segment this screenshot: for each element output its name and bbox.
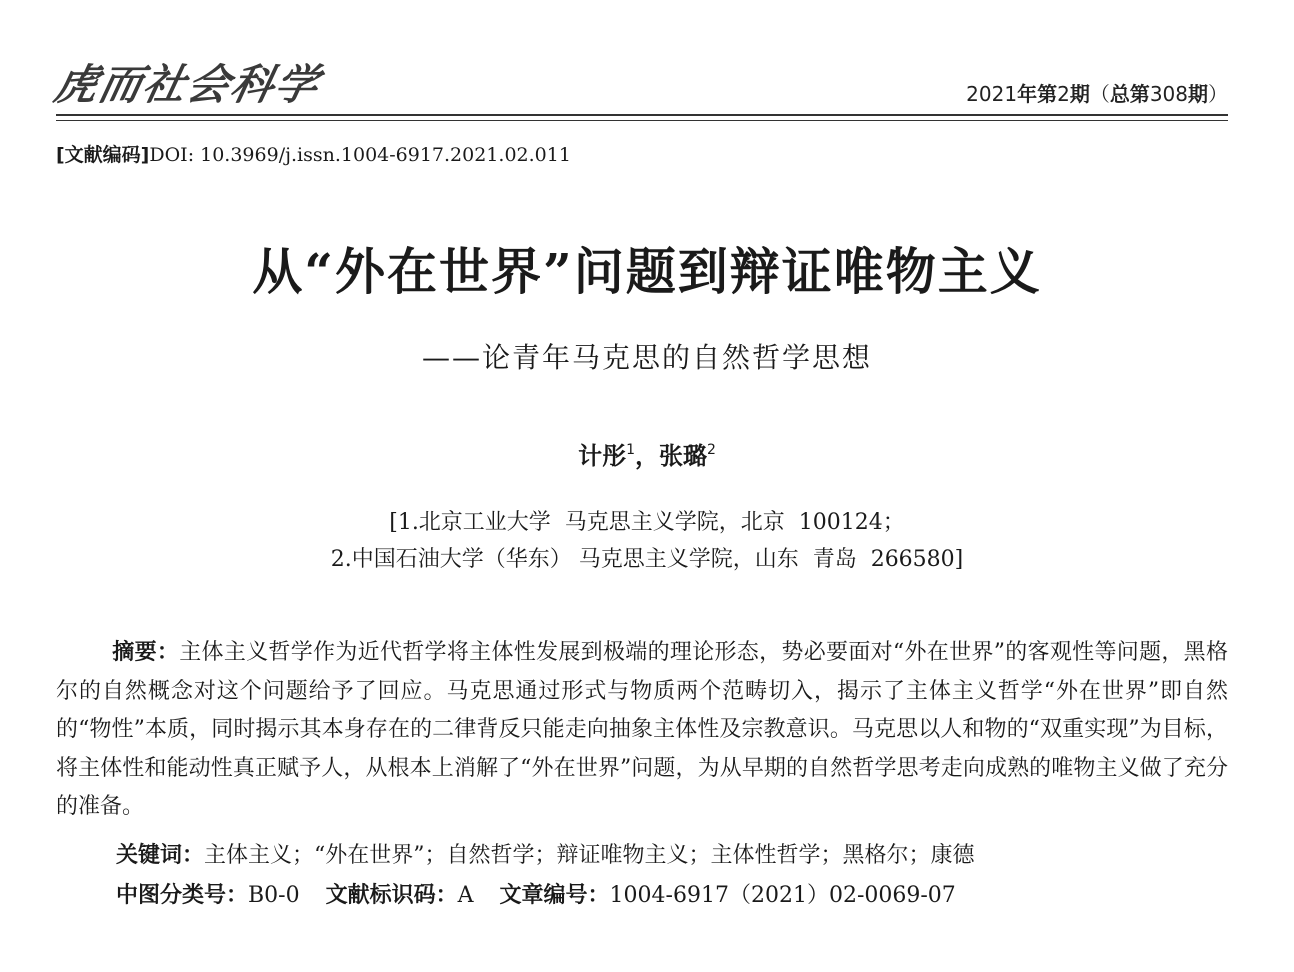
issue-no-suffix: 期 (1069, 82, 1090, 106)
author-name: 张璐 (659, 442, 707, 470)
issue-no-prefix: 第 (1037, 82, 1058, 106)
issue-info (966, 78, 1228, 107)
journal-logo: 虎而社会科学 (50, 60, 325, 109)
issue-number: 2 (1057, 82, 1070, 106)
clc-label: 中图分类号： (116, 883, 249, 908)
author-affiliation-mark: 1 (626, 442, 635, 458)
author-separator: ， (635, 442, 659, 470)
issue-total-suffix: 期 (1188, 82, 1208, 106)
header-rule-thin (56, 120, 1228, 121)
doc-code-value: A (457, 883, 474, 908)
doc-code-label: 文献标识码： (325, 883, 458, 908)
keywords-text: 主体主义；“外在世界”；自然哲学；辩证唯物主义；主体性哲学；黑格尔；康德 (204, 843, 975, 868)
affiliation-line-2: 2.中国石油大学（华东） 马克思主义学院，山东 青岛 266580] (330, 547, 964, 572)
issue-total-prefix: 总第 (1109, 82, 1150, 106)
abstract-label: 摘要： (112, 640, 180, 665)
issue-total-number: 308 (1149, 82, 1188, 106)
doi-value: DOI: 10.3969/j.issn.1004-6917.2021.02.011 (149, 144, 571, 166)
issue-year-suffix: 年 (1017, 82, 1038, 106)
classification-line (116, 878, 956, 909)
abstract-text: 主体主义哲学作为近代哲学将主体性发展到极端的理论形态，势必要面对“外在世界”的客观性等问题，黑格尔的自然概念对这个问题给予了回应。马克思通过形式与物质两个范畴切入，揭示了主体主义哲学“外在世界”即自然的“物性”本质，同时揭示其本身存在的二律背反只能走向抽象主体性及宗教意识。马克思以人和物的“双重实现”为目标，将主体性和能动性真正赋予人，从根本上消解了“外在世界”问题，为从早期的自然哲学思考走向成熟的唯物主义做了充分的准备。 (56, 640, 1228, 819)
author-name: 计彤 (578, 442, 627, 470)
doi-line (56, 140, 571, 167)
article-title: 从“外在世界”问题到辩证唯物主义 (252, 242, 1042, 301)
doi-label: [文献编码] (56, 144, 150, 166)
issue-total-open: （ (1089, 82, 1110, 106)
author-line (0, 436, 1294, 471)
issue-total-close: ） (1208, 82, 1228, 106)
article-no-value: 1004-6917（2021）02-0069-07 (609, 883, 956, 908)
article-no-label: 文章编号： (499, 883, 610, 908)
affiliation-line-1: [1.北京工业大学 马克思主义学院，北京 100124； (389, 510, 905, 535)
author-affiliation-mark: 2 (707, 442, 716, 458)
abstract-paragraph (56, 634, 1228, 827)
clc-value: B0-0 (248, 883, 300, 908)
header-rule-thick (56, 114, 1228, 116)
keywords-line (116, 838, 975, 869)
issue-year: 2021 (966, 82, 1018, 106)
article-subtitle: ——论青年马克思的自然哲学思想 (421, 341, 872, 374)
keywords-label: 关键词： (116, 843, 205, 868)
